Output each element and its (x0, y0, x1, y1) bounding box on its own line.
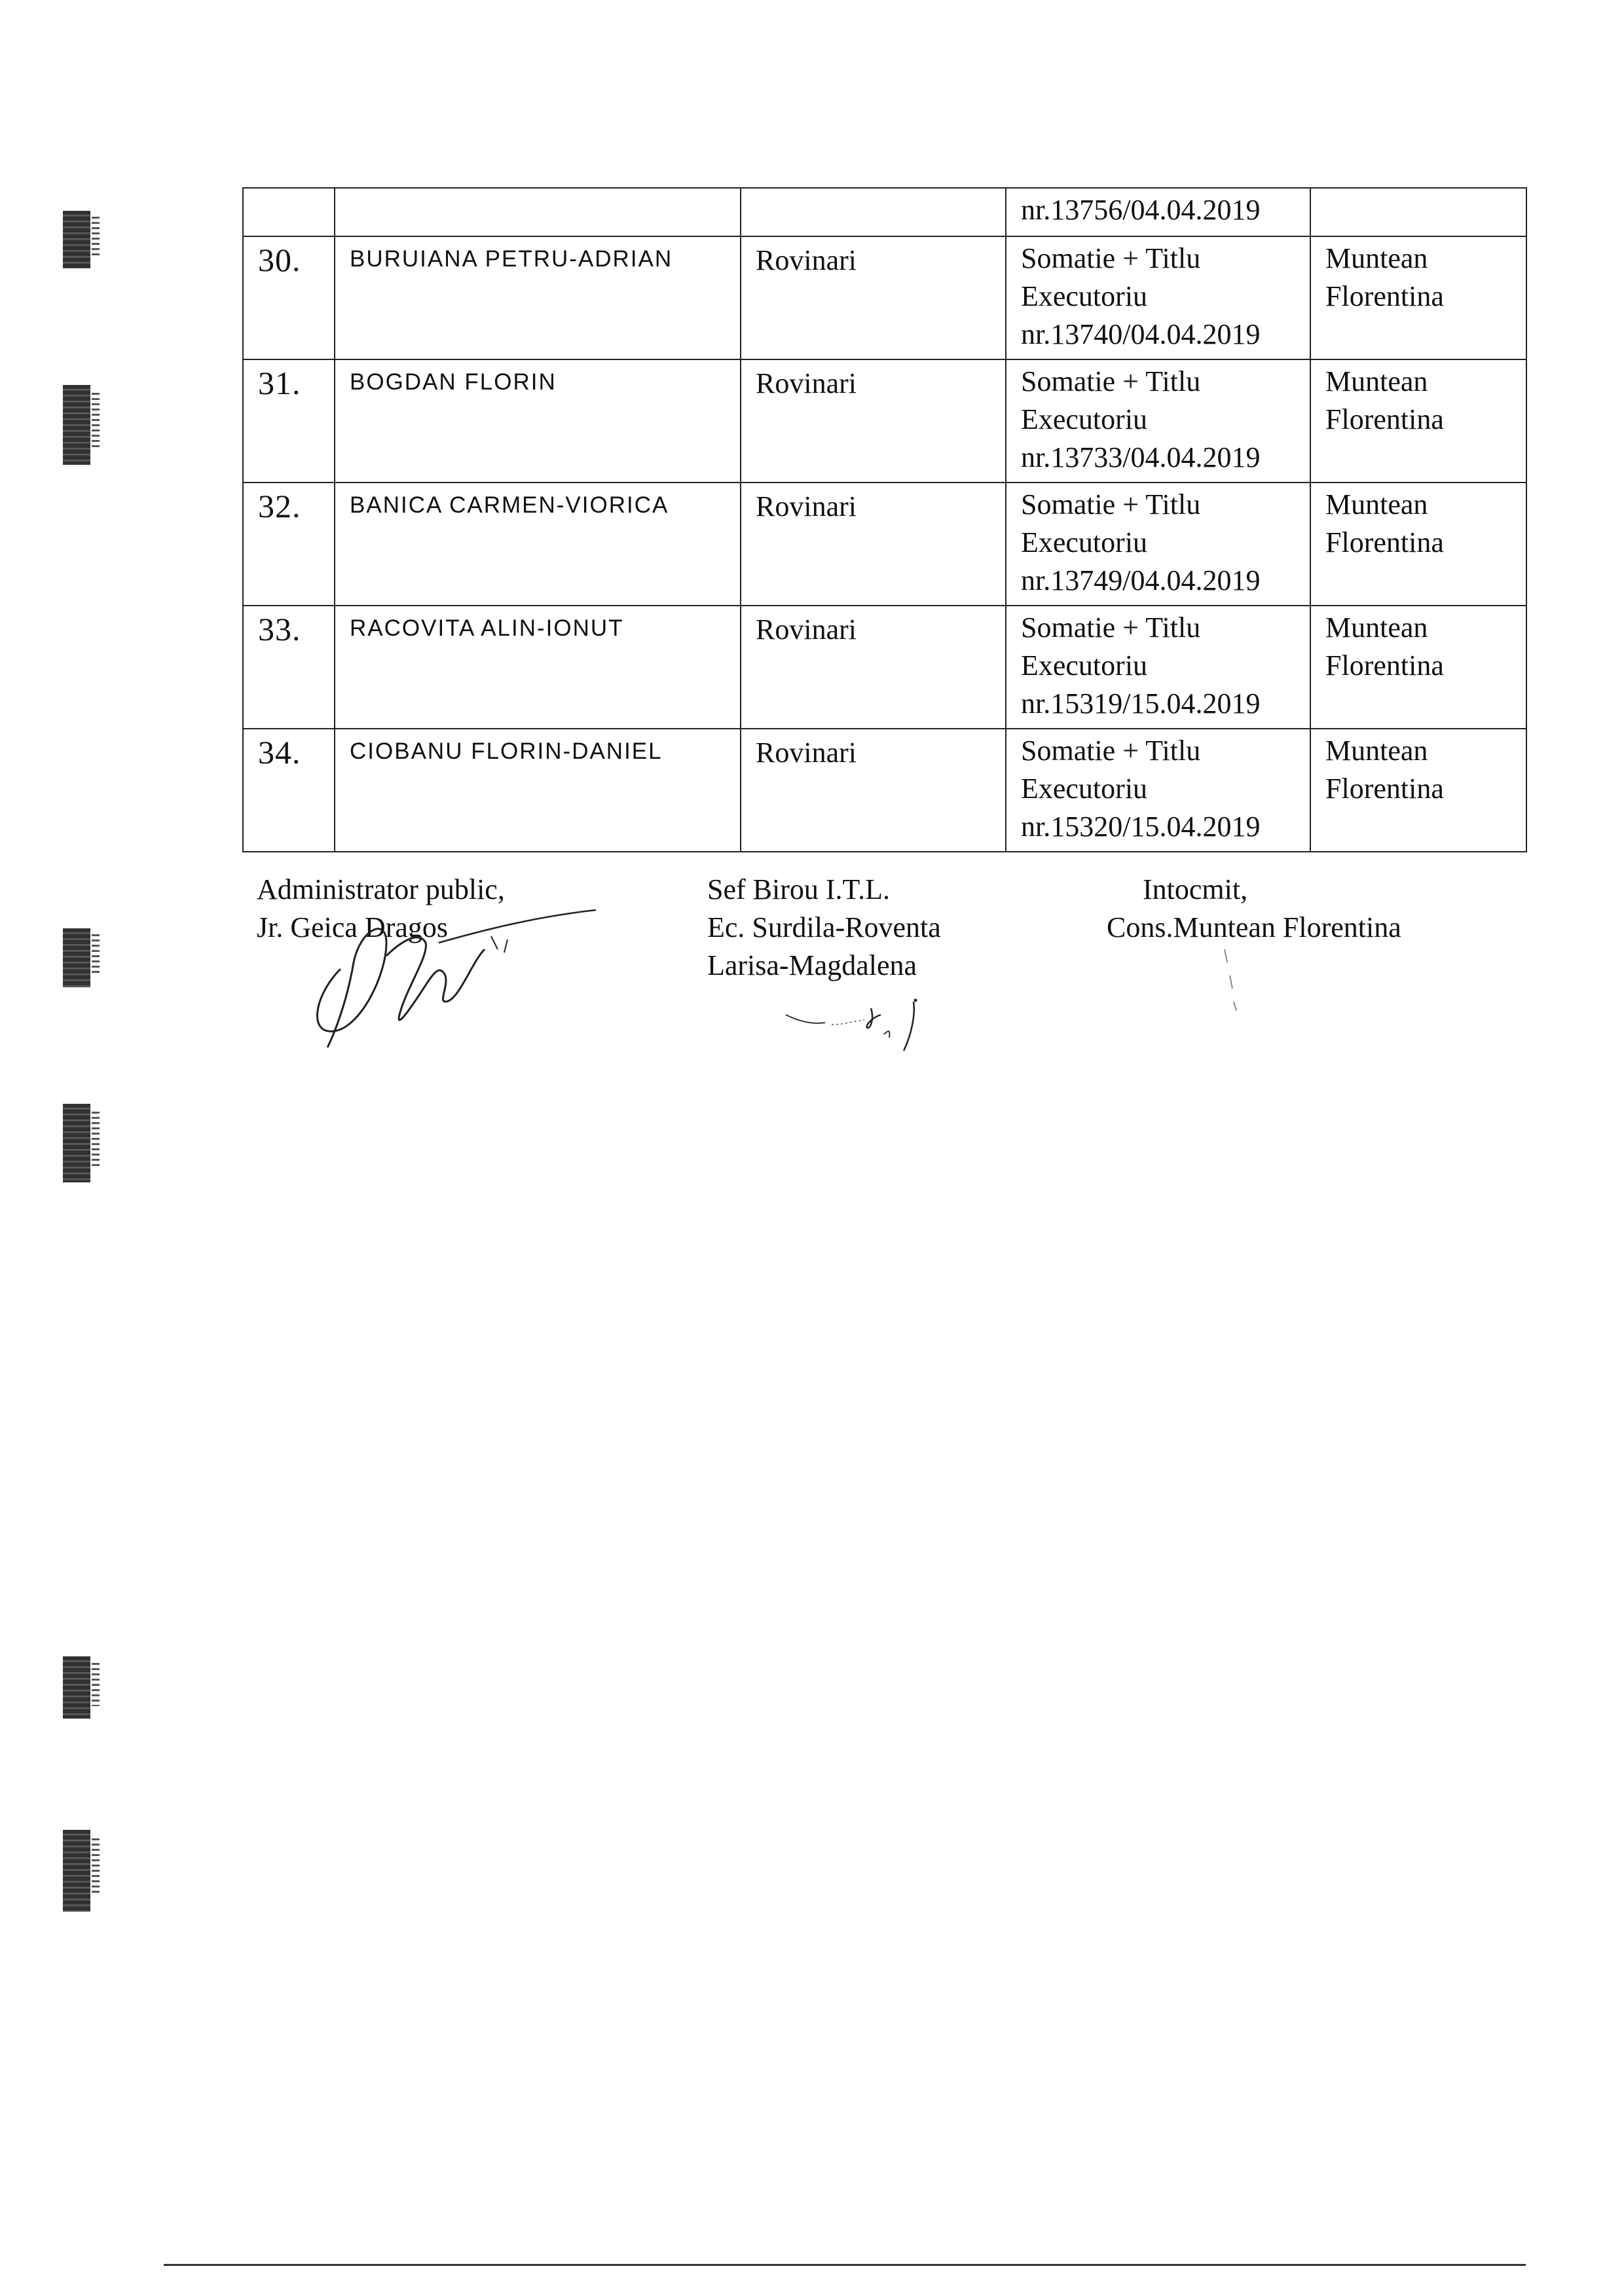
document-type: Somatie + Titlu (1021, 365, 1201, 397)
handwritten-signature-admin (288, 903, 616, 1048)
responsible-surname: Muntean (1325, 735, 1428, 767)
document-number: nr.13756/04.04.2019 (1021, 194, 1261, 226)
cell-location (741, 188, 1006, 236)
cell-responsible (1310, 359, 1526, 483)
table-row (243, 483, 1526, 606)
document-number: nr.15319/15.04.2019 (1021, 687, 1261, 720)
cell-number: 31. (243, 359, 335, 483)
responsible-surname: Muntean (1325, 242, 1428, 274)
cell-name (335, 188, 741, 236)
signatory-title: Administrator public, (257, 873, 505, 905)
table-row (243, 606, 1526, 729)
handwritten-mark-intocmit (1218, 943, 1244, 1015)
cell-location: Rovinari (741, 606, 1006, 729)
cell-document (1006, 188, 1310, 236)
table-row (243, 188, 1526, 236)
responsible-firstname: Florentina (1325, 649, 1444, 682)
responsible-firstname: Florentina (1325, 773, 1444, 805)
document-type-cont: Executoriu (1021, 773, 1148, 805)
scan-artifact (63, 928, 90, 987)
cell-number: 32. (243, 483, 335, 606)
table-row (243, 236, 1526, 359)
document-type: Somatie + Titlu (1021, 488, 1201, 520)
document-number: nr.13749/04.04.2019 (1021, 564, 1261, 596)
cell-number: 34. (243, 729, 335, 852)
cell-document (1006, 606, 1310, 729)
scan-artifact (63, 385, 90, 465)
cell-document (1006, 483, 1310, 606)
table-row (243, 359, 1526, 483)
cell-location: Rovinari (741, 359, 1006, 483)
cell-document (1006, 236, 1310, 359)
responsible-firstname: Florentina (1325, 280, 1444, 312)
table-row (243, 729, 1526, 852)
document-type: Somatie + Titlu (1021, 735, 1201, 767)
responsible-surname: Muntean (1325, 488, 1428, 520)
signature-block-sef (707, 871, 941, 985)
responsible-surname: Muntean (1325, 611, 1428, 644)
signatory-title: Sef Birou I.T.L. (707, 873, 891, 905)
document-type: Somatie + Titlu (1021, 242, 1201, 274)
cell-document (1006, 359, 1310, 483)
scan-artifact (63, 1656, 90, 1719)
document-type-cont: Executoriu (1021, 403, 1148, 435)
cell-name: RACOVITA ALIN-IONUT (335, 606, 741, 729)
cell-number: 33. (243, 606, 335, 729)
signatory-name: Jr. Geica Dragos (257, 911, 449, 943)
cell-responsible (1310, 236, 1526, 359)
cell-name: CIOBANU FLORIN-DANIEL (335, 729, 741, 852)
responsible-surname: Muntean (1325, 365, 1428, 397)
signatory-name: Cons.Muntean Florentina (1107, 911, 1401, 943)
document-type-cont: Executoriu (1021, 649, 1148, 682)
cell-responsible (1310, 483, 1526, 606)
responsible-firstname: Florentina (1325, 403, 1444, 435)
cell-responsible (1310, 188, 1526, 236)
signatory-title: Intocmit, (1143, 873, 1248, 905)
cell-name: BOGDAN FLORIN (335, 359, 741, 483)
footer-rule (164, 2264, 1526, 2266)
debtors-table-container (242, 187, 1526, 852)
document-number: nr.13740/04.04.2019 (1021, 318, 1261, 350)
document-number: nr.15320/15.04.2019 (1021, 811, 1261, 843)
scan-artifact (63, 1104, 90, 1182)
responsible-firstname: Florentina (1325, 526, 1444, 558)
cell-responsible (1310, 729, 1526, 852)
document-type: Somatie + Titlu (1021, 611, 1201, 644)
scan-artifact (63, 211, 90, 268)
document-type-cont: Executoriu (1021, 526, 1148, 558)
document-type-cont: Executoriu (1021, 280, 1148, 312)
handwritten-signature-sef (773, 989, 943, 1054)
cell-responsible (1310, 606, 1526, 729)
document-number: nr.13733/04.04.2019 (1021, 441, 1261, 473)
scan-artifact (63, 1830, 90, 1912)
cell-name: BANICA CARMEN-VIORICA (335, 483, 741, 606)
cell-number: 30. (243, 236, 335, 359)
cell-name: BURUIANA PETRU-ADRIAN (335, 236, 741, 359)
cell-location: Rovinari (741, 483, 1006, 606)
cell-location: Rovinari (741, 729, 1006, 852)
signatory-name: Ec. Surdila-Roventa (707, 911, 941, 943)
signatory-name-cont: Larisa-Magdalena (707, 949, 917, 981)
signature-block-intocmit (1107, 871, 1401, 947)
cell-location: Rovinari (741, 236, 1006, 359)
cell-document (1006, 729, 1310, 852)
cell-number (243, 188, 335, 236)
debtors-table (242, 187, 1527, 852)
